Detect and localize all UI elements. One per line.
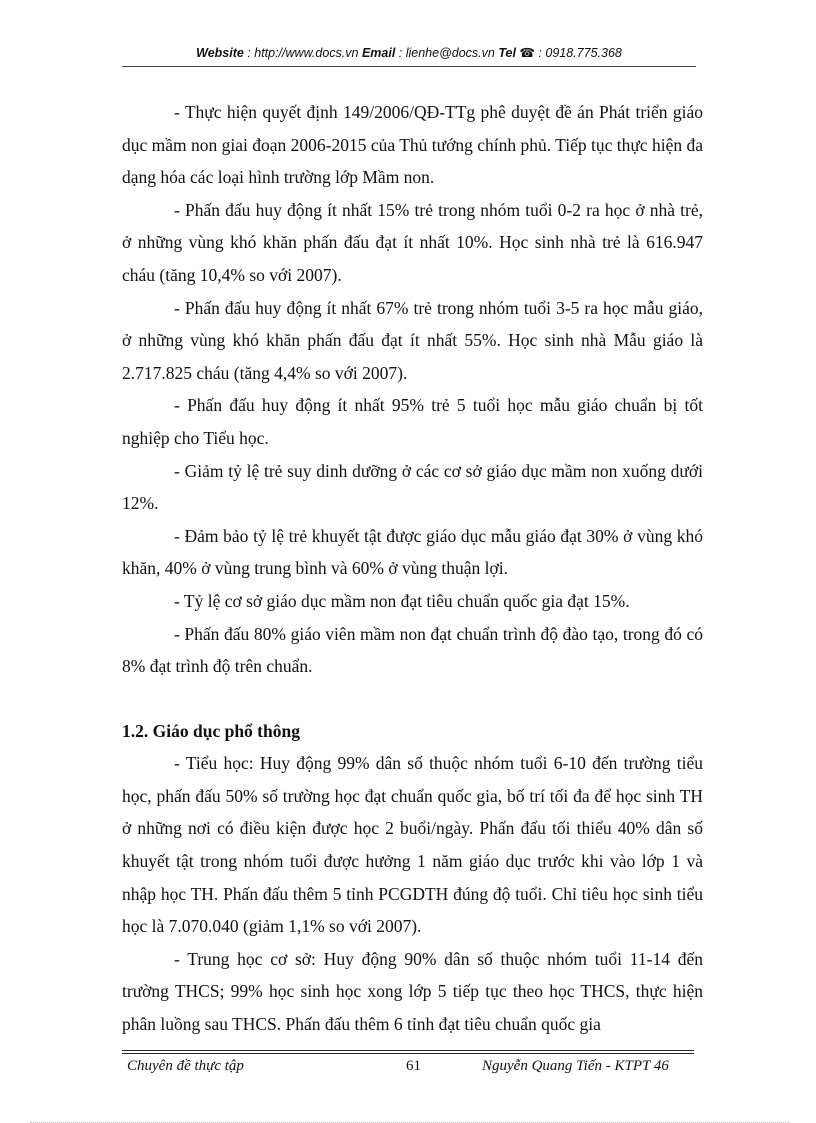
header-divider <box>122 66 696 67</box>
page-header <box>122 45 696 65</box>
paragraph: - Phấn đấu huy động ít nhất 95% trẻ 5 tuổi học mẫu giáo chuẩn bị tốt nghiệp cho Tiểu học. <box>122 395 703 448</box>
paragraph: - Giảm tỷ lệ trẻ suy dinh dưỡng ở các cơ sở giáo dục mầm non xuống dưới 12%. <box>122 460 703 514</box>
paragraph: - Phấn đấu huy động ít nhất 15% trẻ trong nhóm tuổi 0-2 ra học ở nhà trẻ, ở những vùng khó khăn phấn đấu đạt ít nhất 10%. Học sinh nhà trẻ là 616.947 cháu (tăng 10,4% so với 2007). <box>122 199 703 285</box>
paragraph: - Trung học cơ sở: Huy động 90% dân số thuộc nhóm tuổi 11-14 đến trường THCS; 99% học sinh học xong lớp 5 tiếp tục theo học THCS, thực hiện phân luồng sau THCS. Phấn đấu thêm 6 tỉnh đạt tiêu chuẩn quốc gia <box>122 948 703 1035</box>
email-label: Email <box>361 46 396 60</box>
footer-divider <box>122 1050 694 1051</box>
paragraph: - Phấn đấu 80% giáo viên mầm non đạt chuẩn trình độ đào tạo, trong đó có 8% đạt trình độ trên chuẩn. <box>122 623 703 677</box>
website-value[interactable]: : http://www.docs.vn <box>243 46 362 60</box>
email-value[interactable]: : lienhe@docs.vn <box>395 46 499 60</box>
website-label: Website <box>196 46 244 60</box>
footer-divider-secondary <box>122 1053 694 1054</box>
document-body <box>122 96 703 1041</box>
paragraph: - Phấn đấu huy động ít nhất 67% trẻ trong nhóm tuổi 3-5 ra học mẫu giáo, ở những vùng khó khăn phấn đấu đạt ít nhất 55%. Học sinh nhà Mẫu giáo là 2.717.825 cháu (tăng 4,4% so với 2007). <box>122 297 703 383</box>
page-number: 61 <box>406 1058 421 1074</box>
tel-value: ☎ : 0918.775.368 <box>515 46 622 60</box>
section-heading: 1.2. Giáo dục phổ thông <box>122 720 300 741</box>
paragraph: - Tỷ lệ cơ sở giáo dục mầm non đạt tiêu chuẩn quốc gia đạt 15%. <box>174 590 630 611</box>
paragraph: - Thực hiện quyết định 149/2006/QĐ-TTg phê duyệt đề án Phát triển giáo dục mầm non giai đoạn 2006-2015 của Thủ tướng chính phủ. Tiếp tục thực hiện đa dạng hóa các loại hình trường lớp Mầm non. <box>122 102 704 188</box>
tel-label: Tel <box>498 46 516 60</box>
footer-author: Nguyễn Quang Tiến - KTPT 46 <box>482 1058 669 1074</box>
footer-left-text: Chuyên đề thực tập <box>127 1058 244 1074</box>
paragraph: - Tiểu học: Huy động 99% dân số thuộc nhóm tuổi 6-10 đến trường tiểu học, phấn đấu 50% số trường học đạt chuẩn quốc gia, bố trí tối đa để học sinh TH ở những nơi có điều kiện được học 2 buổi/ngày. Phấn đấu tối thiểu 40% dân số khuyết tật trong nhóm tuổi được hưởng 1 năm giáo dục trước khi vào lớp 1 và nhập học TH. Phấn đấu thêm 5 tỉnh PCGDTH đúng độ tuổi. Chỉ tiêu học sinh tiểu học là 7.070.040 (giảm 1,1% so với 2007). <box>122 753 703 937</box>
paragraph: - Đảm bảo tỷ lệ trẻ khuyết tật được giáo dục mẫu giáo đạt 30% ở vùng khó khăn, 40% ở vùng trung bình và 60% ở vùng thuận lợi. <box>122 525 703 579</box>
